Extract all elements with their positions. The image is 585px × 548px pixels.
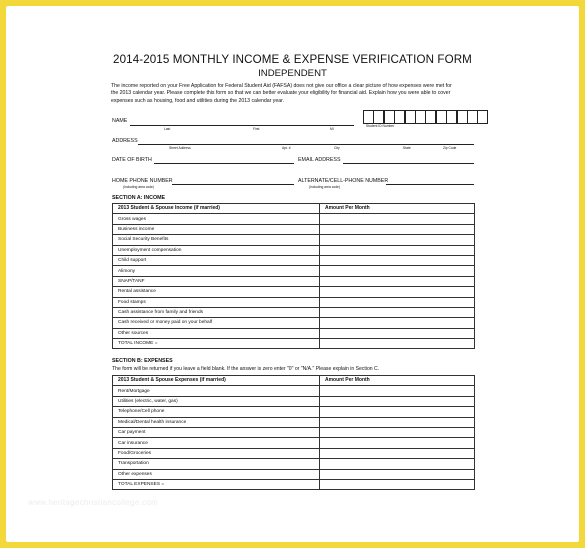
id-digit-box[interactable] [394, 110, 405, 124]
id-digit-box[interactable] [425, 110, 436, 124]
amount-cell[interactable] [320, 328, 475, 338]
amount-col-header: Amount Per Month [320, 204, 475, 214]
id-digit-box[interactable] [457, 110, 468, 124]
amount-cell[interactable] [320, 255, 475, 265]
amount-cell[interactable] [320, 287, 475, 297]
expense-item: Transportation [113, 459, 320, 469]
intro-line: the 2013 calendar year. Please complete this form so that we can better evaluate your eligibility for financial aid. Explain how you were able to cover [111, 90, 451, 97]
amount-cell[interactable] [320, 266, 475, 276]
income-item: Alimony [113, 266, 320, 276]
amount-cell[interactable] [320, 245, 475, 255]
table-row [113, 407, 475, 417]
expense-item: Medical/Dental health insurance [113, 417, 320, 427]
amount-cell[interactable] [320, 479, 475, 489]
id-digit-box[interactable] [373, 110, 384, 124]
street-caption: Street Address [169, 146, 191, 150]
id-digit-box[interactable] [446, 110, 457, 124]
table-row [113, 276, 475, 286]
table-row [113, 396, 475, 406]
alt-phone-label: ALTERNATE/CELL-PHONE NUMBER [298, 178, 389, 184]
expense-item: Rent/Mortgage [113, 386, 320, 396]
section-a-title: SECTION A: INCOME [112, 195, 166, 201]
alt-phone-caption: (Including area code) [309, 185, 340, 189]
income-item: Cash assistance from family and friends [113, 307, 320, 317]
id-digit-box[interactable] [415, 110, 426, 124]
expense-item: Car payment [113, 427, 320, 437]
amount-cell[interactable] [320, 448, 475, 458]
table-row [113, 224, 475, 234]
id-digit-box[interactable] [436, 110, 447, 124]
income-item: Business income [113, 224, 320, 234]
amount-cell[interactable] [320, 438, 475, 448]
table-row [113, 328, 475, 338]
alt-phone-field[interactable] [386, 184, 474, 185]
income-item: Rental assistance [113, 287, 320, 297]
table-header-row [113, 204, 475, 214]
intro-paragraph [111, 83, 476, 105]
name-first-caption: First [253, 127, 260, 131]
dob-field[interactable] [154, 163, 294, 164]
apt-caption: Apt. # [282, 146, 291, 150]
expense-col-header: 2013 Student & Spouse Expenses (if married) [113, 376, 320, 386]
expense-item: Telephone/Cell phone [113, 407, 320, 417]
id-digit-box[interactable] [467, 110, 478, 124]
student-id-caption: Student ID Number [366, 124, 395, 128]
section-b-note: The form will be returned if you leave a field blank. If the answer is zero enter "0" or "N/A." Please explain in Section C. [112, 366, 380, 372]
table-row [113, 245, 475, 255]
amount-cell[interactable] [320, 224, 475, 234]
home-phone-caption: (Including area code) [123, 185, 154, 189]
id-digit-box[interactable] [384, 110, 395, 124]
amount-cell[interactable] [320, 427, 475, 437]
id-digit-box[interactable] [363, 110, 374, 124]
income-item: Child support [113, 255, 320, 265]
income-item: Gross wages [113, 214, 320, 224]
form-title: 2014-2015 MONTHLY INCOME & EXPENSE VERIFICATION FORM [113, 53, 472, 66]
section-b-title: SECTION B: EXPENSES [112, 358, 173, 364]
income-item: Cash received or money paid on your behalf [113, 318, 320, 328]
expense-item: Utilities (electric, water, gas) [113, 396, 320, 406]
income-table [112, 203, 475, 349]
table-row [113, 469, 475, 479]
table-row [113, 307, 475, 317]
table-row [113, 214, 475, 224]
table-row [113, 459, 475, 469]
table-row [113, 479, 475, 489]
amount-cell[interactable] [320, 339, 475, 349]
income-item: Unemployment compensation [113, 245, 320, 255]
intro-line: expenses such as housing, food and utilities during the 2013 calendar year. [111, 97, 285, 104]
table-row [113, 427, 475, 437]
id-digit-box[interactable] [405, 110, 416, 124]
amount-col-header: Amount Per Month [320, 376, 475, 386]
expense-total: TOTAL EXPENSES = [113, 479, 320, 489]
zip-caption: Zip Code [443, 146, 457, 150]
amount-cell[interactable] [320, 407, 475, 417]
intro-line: The income reported on your Free Application for Federal Student Aid (FAFSA) does not give our office a clear picture of how expenses were met for [111, 83, 452, 89]
amount-cell[interactable] [320, 469, 475, 479]
table-row [113, 339, 475, 349]
expense-item: Car insurance [113, 438, 320, 448]
id-digit-box[interactable] [477, 110, 488, 124]
table-row [113, 255, 475, 265]
amount-cell[interactable] [320, 417, 475, 427]
income-col-header: 2013 Student & Spouse Income (if married) [113, 204, 320, 214]
student-id-boxes[interactable] [363, 110, 488, 124]
expense-item: Other expenses [113, 469, 320, 479]
expense-item: Food/Groceries [113, 448, 320, 458]
state-caption: State [403, 146, 411, 150]
income-total: TOTAL INCOME = [113, 339, 320, 349]
table-row [113, 448, 475, 458]
table-row [113, 318, 475, 328]
home-phone-field[interactable] [172, 184, 294, 185]
table-row [113, 386, 475, 396]
name-last-caption: Last [164, 127, 171, 131]
address-field[interactable] [138, 144, 474, 145]
table-row [113, 266, 475, 276]
city-caption: City [334, 146, 340, 150]
amount-cell[interactable] [320, 318, 475, 328]
form-subtitle: INDEPENDENT [258, 68, 327, 79]
income-item: Other sources [113, 328, 320, 338]
email-label: EMAIL ADDRESS [298, 157, 341, 163]
watermark-text: www.heritagechristiancollege.com [28, 498, 159, 507]
expense-table [112, 375, 475, 490]
name-label: NAME [112, 118, 128, 124]
amount-cell[interactable] [320, 297, 475, 307]
table-row [113, 438, 475, 448]
income-item: Food stamps [113, 297, 320, 307]
amount-cell[interactable] [320, 214, 475, 224]
amount-cell[interactable] [320, 396, 475, 406]
email-field[interactable] [343, 163, 474, 164]
table-header-row [113, 376, 475, 386]
amount-cell[interactable] [320, 235, 475, 245]
address-label: ADDRESS [112, 138, 138, 144]
name-mi-caption: MI [330, 127, 334, 131]
dob-label: DATE OF BIRTH [112, 157, 152, 163]
amount-cell[interactable] [320, 307, 475, 317]
name-field[interactable] [130, 125, 354, 126]
table-row [113, 417, 475, 427]
home-phone-label: HOME PHONE NUMBER [112, 178, 173, 184]
amount-cell[interactable] [320, 459, 475, 469]
table-row [113, 235, 475, 245]
amount-cell[interactable] [320, 276, 475, 286]
table-row [113, 287, 475, 297]
amount-cell[interactable] [320, 386, 475, 396]
income-item: SNAP/TANF [113, 276, 320, 286]
table-row [113, 297, 475, 307]
income-item: Social Security Benefits [113, 235, 320, 245]
